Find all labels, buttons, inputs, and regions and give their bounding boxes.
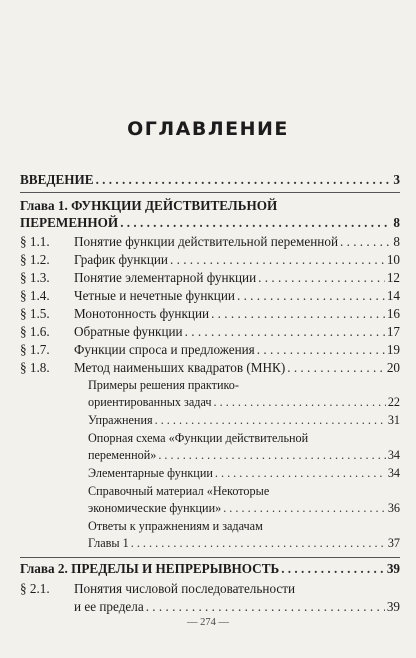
dot-leader: [158, 447, 386, 464]
toc-entry-title: Четные и нечетные функции: [74, 288, 235, 303]
dot-leader: [215, 465, 386, 482]
dot-leader: [214, 394, 386, 411]
divider: [20, 557, 400, 558]
divider: [20, 192, 400, 193]
toc-entry-title: Глава 2. ПРЕДЕЛЫ И НЕПРЕРЫВНОСТЬ: [20, 561, 280, 576]
toc-entry-title: ориентированных задач: [88, 395, 212, 409]
toc-entry-extra[interactable]: [88, 465, 400, 482]
toc-entry-section[interactable]: [74, 269, 400, 286]
section-number: § 1.3.: [20, 270, 50, 285]
toc-entry-page: 17: [386, 324, 400, 339]
page-title: ОГЛАВЛЕНИЕ: [127, 118, 289, 140]
toc-entry-page: 39: [386, 561, 400, 576]
page-number: — 274 —: [187, 617, 229, 628]
toc-entry-page: 31: [387, 413, 400, 427]
dot-leader: [155, 412, 386, 429]
toc-entry-page: 39: [386, 599, 400, 614]
extra-entry-line1: Ответы к упражнениям и задачам: [88, 519, 263, 533]
toc-entry-title: Главы 1: [88, 536, 129, 550]
toc-entry-section[interactable]: [74, 305, 400, 322]
toc-entry-page: 8: [393, 215, 400, 230]
toc-entry-chapter-2[interactable]: [20, 560, 400, 577]
toc-entry-section[interactable]: [74, 341, 400, 358]
toc-entry-page: 8: [393, 234, 400, 249]
toc-entry-page: 3: [393, 172, 400, 187]
toc-entry-title: и ее предела: [74, 599, 144, 614]
section-number: § 1.1.: [20, 234, 50, 249]
toc-entry-section[interactable]: [74, 598, 400, 615]
toc-entry-intro[interactable]: [20, 171, 400, 188]
dot-leader: [237, 287, 385, 304]
toc-entry-extra[interactable]: [88, 447, 400, 464]
dot-leader: [96, 171, 392, 188]
toc-entry-page: 22: [387, 395, 400, 409]
toc-entry-extra[interactable]: [88, 535, 400, 552]
dot-leader: [287, 359, 385, 376]
section-number: § 1.2.: [20, 252, 50, 267]
extra-entry-line1: Примеры решения практико-: [88, 378, 239, 392]
toc-entry-page: 34: [387, 466, 400, 480]
section-number: § 1.7.: [20, 342, 50, 357]
toc-entry-page: 10: [386, 252, 400, 267]
dot-leader: [211, 305, 385, 322]
section-number: § 1.5.: [20, 306, 50, 321]
toc-entry-page: 19: [386, 342, 400, 357]
dot-leader: [146, 598, 385, 615]
dot-leader: [257, 341, 385, 358]
toc-entry-section[interactable]: [74, 233, 400, 250]
dot-leader: [120, 214, 391, 231]
toc-entry-title: Понятие элементарной функции: [74, 270, 257, 285]
toc-entry-title: Обратные функции: [74, 324, 183, 339]
extra-entry-line1: Справочный материал «Некоторые: [88, 484, 270, 498]
toc-entry-title: Функции спроса и предложения: [74, 342, 255, 357]
section-title-line1: Понятия числовой последовательности: [74, 581, 296, 596]
toc-entry-title: Монотонность функции: [74, 306, 210, 321]
chapter-1-title-line1: Глава 1. ФУНКЦИИ ДЕЙСТВИТЕЛЬНОЙ: [20, 198, 278, 213]
toc-entry-page: 12: [386, 270, 400, 285]
section-number: § 1.6.: [20, 324, 50, 339]
toc-entry-title: экономические функции»: [88, 501, 222, 515]
toc-entry-title: График функции: [74, 252, 168, 267]
dot-leader: [281, 560, 385, 577]
toc-entry-page: 14: [386, 288, 400, 303]
toc-entry-page: 36: [387, 501, 400, 515]
section-number: § 1.4.: [20, 288, 50, 303]
toc-entry-title: Упражнения: [88, 413, 153, 427]
toc-entry-title: Элементарные функции: [88, 466, 213, 480]
dot-leader: [131, 535, 386, 552]
toc-entry-page: 16: [386, 306, 400, 321]
toc-entry-section[interactable]: [74, 287, 400, 304]
toc-entry-section[interactable]: [74, 359, 400, 376]
toc-entry-extra[interactable]: [88, 500, 400, 517]
toc-entry-chapter-1[interactable]: [20, 214, 400, 231]
dot-leader: [185, 323, 385, 340]
dot-leader: [340, 233, 391, 250]
dot-leader: [258, 269, 385, 286]
toc-entry-title: Понятие функции действительной переменной: [74, 234, 339, 249]
dot-leader: [223, 500, 386, 517]
toc-entry-section[interactable]: [74, 323, 400, 340]
toc-entry-extra[interactable]: [88, 394, 400, 411]
toc-entry-extra[interactable]: [88, 412, 400, 429]
toc-entry-title: Метод наименьших квадратов (МНК): [74, 360, 286, 375]
section-number: § 1.8.: [20, 360, 50, 375]
toc-entry-title: переменной»: [88, 448, 157, 462]
toc-entry-title: ПЕРЕМЕННОЙ: [20, 215, 119, 230]
toc-entry-page: 20: [386, 360, 400, 375]
toc-entry-page: 37: [387, 536, 400, 550]
toc-entry-section[interactable]: [74, 251, 400, 268]
dot-leader: [170, 251, 385, 268]
extra-entry-line1: Опорная схема «Функции действительной: [88, 431, 309, 445]
toc-entry-page: 34: [387, 448, 400, 462]
section-number: § 2.1.: [20, 581, 50, 596]
toc-entry-title: ВВЕДЕНИЕ: [20, 172, 94, 187]
